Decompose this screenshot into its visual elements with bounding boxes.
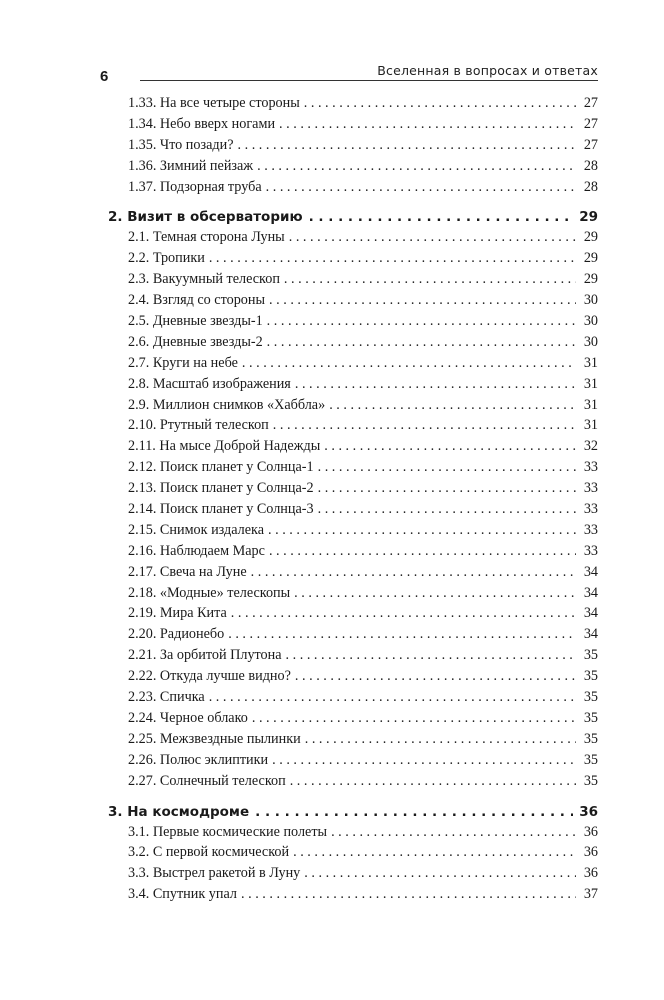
toc-entry[interactable] [108,332,598,353]
dot-leader [251,562,576,583]
entry-title: 2.19. Мира Кита [128,605,227,622]
toc-entry[interactable] [108,478,598,499]
toc-entry[interactable] [108,311,598,332]
entry-page: 29 [583,271,598,288]
entry-page: 31 [583,375,598,392]
toc-entry[interactable] [108,227,598,248]
entry-title: 2.13. Поиск планет у Солнца-2 [128,480,314,497]
entry-page: 35 [583,772,598,789]
dot-leader [284,269,576,290]
entry-page: 33 [583,501,598,518]
entry-title: 2.6. Дневные звезды-2 [128,333,263,350]
entry-title: 1.37. Подзорная труба [128,178,262,195]
toc-chapter-2[interactable] [108,207,598,227]
toc-entry[interactable] [108,177,598,198]
entry-title: 1.33. На все четыре стороны [128,95,300,111]
entry-page: 35 [583,709,598,726]
entry-page: 31 [583,396,598,413]
toc-entry[interactable] [108,771,598,792]
dot-leader [290,771,576,792]
dot-leader [304,93,576,114]
entry-title: 2.25. Межзвездные пылинки [128,730,301,747]
entry-title: 2.15. Снимок издалека [128,521,265,538]
toc-entry[interactable] [108,562,598,583]
entry-title: 2.24. Черное облако [128,709,248,726]
entry-title: 2.10. Ртутный телескоп [128,417,269,434]
dot-leader [272,750,576,771]
toc-entry[interactable] [108,93,598,114]
entry-title: 3.2. С первой космической [128,844,290,861]
entry-page: 31 [583,417,598,434]
entry-page: 36 [583,865,598,882]
entry-title: 3.3. Выстрел ракетой в Луну [128,865,301,882]
dot-leader [242,353,576,374]
entry-page: 33 [583,521,598,538]
toc-entry[interactable] [108,395,598,416]
entry-page: 31 [583,354,598,371]
entry-page: 27 [583,95,598,111]
dot-leader [238,135,577,156]
toc-entry[interactable] [108,436,598,457]
toc-entry[interactable] [108,708,598,729]
entry-page: 37 [583,886,598,903]
dot-leader [267,332,576,353]
dot-leader [273,415,576,436]
dot-leader [318,478,576,499]
toc-entry[interactable] [108,248,598,269]
dot-leader [293,842,576,863]
dot-leader [269,541,576,562]
entry-title: 2.8. Масштаб изображения [128,375,291,392]
entry-page: 28 [583,157,598,174]
entry-page: 35 [583,730,598,747]
dot-leader [331,822,576,843]
page-header [0,0,664,90]
entry-page: 34 [583,584,598,601]
entry-title: 2.26. Полюс эклиптики [128,751,269,768]
entry-page: 33 [583,480,598,497]
entry-page: 34 [583,563,598,580]
toc-entry[interactable] [108,499,598,520]
chapter-title: 2. Визит в обсерваторию [108,209,303,226]
entry-page: 35 [583,668,598,685]
toc-entry[interactable] [108,624,598,645]
toc-entry[interactable] [108,603,598,624]
chapter-page: 36 [579,803,598,820]
dot-leader [252,708,576,729]
dot-leader [266,177,576,198]
dot-leader [329,395,576,416]
entry-page: 28 [583,178,598,195]
entry-page: 30 [583,292,598,309]
entry-page: 27 [583,115,598,132]
dot-leader [295,666,576,687]
entry-title: 2.22. Откуда лучше видно? [128,668,291,685]
entry-title: 2.16. Наблюдаем Марс [128,542,265,559]
entry-title: 2.23. Спичка [128,689,205,706]
toc-entry[interactable] [108,750,598,771]
entry-title: 1.36. Зимний пейзаж [128,157,254,174]
dot-leader [228,624,576,645]
toc-chapter-3[interactable] [108,802,598,822]
dot-leader [286,645,576,666]
entry-title: 2.20. Радионебо [128,626,225,643]
entry-title: 3.4. Спутник упал [128,886,237,903]
entry-page: 35 [583,689,598,706]
entry-title: 2.3. Вакуумный телескоп [128,271,280,288]
entry-page: 35 [583,751,598,768]
dot-leader [267,311,576,332]
entry-title: 2.1. Темная сторона Луны [128,229,285,246]
entry-title: 1.34. Небо вверх ногами [128,115,276,132]
entry-title: 2.14. Поиск планет у Солнца-3 [128,501,314,518]
toc-entry[interactable] [108,729,598,750]
dot-leader [231,603,576,624]
dot-leader [241,884,576,905]
toc-section-1-continued [108,93,598,197]
entry-page: 30 [583,313,598,330]
dot-leader [255,802,573,822]
entry-title: 2.5. Дневные звезды-1 [128,313,263,330]
toc-entry[interactable] [108,842,598,863]
toc-entry[interactable] [108,374,598,395]
toc-entry[interactable] [108,290,598,311]
toc-entry[interactable] [108,135,598,156]
toc-entry[interactable] [108,457,598,478]
dot-leader [209,248,576,269]
entry-title: 2.9. Миллион снимков «Хаббла» [128,396,326,413]
toc-entry[interactable] [108,583,598,604]
dot-leader [279,114,576,135]
entry-page: 34 [583,605,598,622]
entry-page: 29 [583,229,598,246]
entry-page: 35 [583,647,598,664]
dot-leader [295,374,576,395]
running-title: Вселенная в вопросах и ответах [377,63,598,78]
dot-leader [268,520,576,541]
dot-leader [304,863,576,884]
entry-title: 3.1. Первые космические полеты [128,823,328,840]
toc-entry[interactable] [108,863,598,884]
toc-entry[interactable] [108,156,598,177]
toc-entry[interactable] [108,884,598,905]
page-number: 6 [100,68,109,85]
toc-entry[interactable] [108,353,598,374]
dot-leader [324,436,576,457]
header-rule [140,80,598,81]
dot-leader [294,583,576,604]
toc-entry[interactable] [108,114,598,135]
entry-page: 29 [583,250,598,267]
entry-page: 27 [583,136,598,153]
entry-page: 33 [583,459,598,476]
table-of-contents [108,93,598,905]
entry-title: 2.4. Взгляд со стороны [128,292,266,309]
entry-page: 33 [583,542,598,559]
toc-entry[interactable] [108,520,598,541]
toc-entry[interactable] [108,415,598,436]
entry-title: 2.2. Тропики [128,250,205,267]
entry-title: 2.12. Поиск планет у Солнца-1 [128,459,314,476]
toc-section-2 [108,227,598,791]
entry-title: 2.18. «Модные» телескопы [128,584,291,601]
toc-entry[interactable] [108,666,598,687]
dot-leader [269,290,576,311]
chapter-page: 29 [579,209,598,226]
chapter-title: 3. На космодроме [108,803,250,820]
dot-leader [318,457,576,478]
toc-entry[interactable] [108,687,598,708]
entry-title: 2.17. Свеча на Луне [128,563,247,580]
entry-title: 2.11. На мысе Доброй Надежды [128,438,321,455]
entry-page: 32 [583,438,598,455]
dot-leader [289,227,576,248]
entry-title: 2.7. Круги на небе [128,354,238,371]
entry-title: 2.27. Солнечный телескоп [128,772,286,789]
entry-page: 34 [583,626,598,643]
toc-entry[interactable] [108,541,598,562]
entry-title: 1.35. Что позади? [128,136,234,153]
entry-page: 36 [583,844,598,861]
toc-entry[interactable] [108,822,598,843]
toc-entry[interactable] [108,645,598,666]
toc-entry[interactable] [108,269,598,290]
dot-leader [318,499,576,520]
entry-page: 30 [583,333,598,350]
dot-leader [209,687,576,708]
dot-leader [257,156,576,177]
dot-leader [309,207,574,227]
toc-section-3 [108,822,598,906]
entry-page: 36 [583,823,598,840]
dot-leader [305,729,576,750]
entry-title: 2.21. За орбитой Плутона [128,647,282,664]
